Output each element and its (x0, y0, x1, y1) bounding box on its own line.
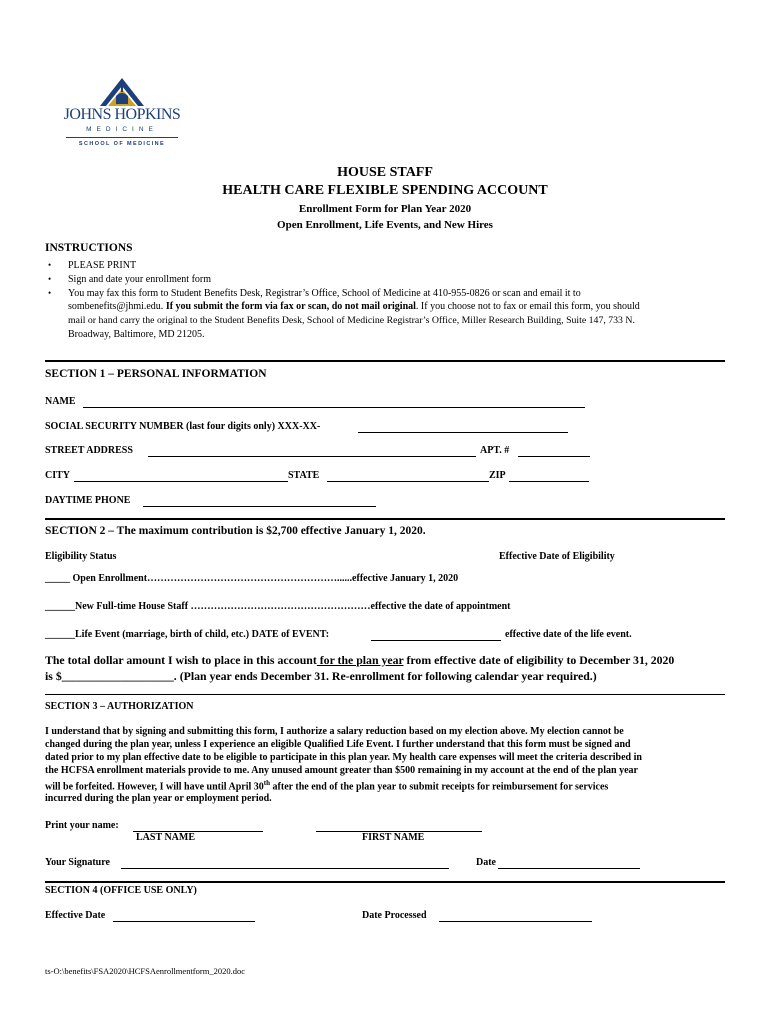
logo-subline: MEDICINE (86, 126, 158, 133)
open-enrollment-checkbox[interactable]: _____ (45, 573, 70, 584)
instruction-item-3-line-2 (68, 300, 640, 313)
date-processed-field[interactable] (439, 921, 592, 922)
authorization-line-4: the HCFSA enrollment materials provide to me. Any unused amount greater than $500 remaining in my account at the end of the plan year (45, 765, 638, 776)
state-label: STATE (288, 470, 320, 481)
zip-label: ZIP (489, 470, 506, 481)
life-event-label: Life Event (marriage, birth of child, etc.) DATE of EVENT: (75, 629, 330, 640)
authorization-line-6: incurred during the plan year or employment period. (45, 793, 272, 804)
logo-school: SCHOOL OF MEDICINE (78, 141, 166, 147)
title-line-1: HOUSE STAFF (337, 165, 433, 180)
section-4-rule (45, 881, 725, 883)
title-line-2: HEALTH CARE FLEXIBLE SPENDING ACCOUNT (222, 183, 548, 198)
instruction-item-2: Sign and date your enrollment form (68, 274, 212, 285)
name-label: NAME (45, 396, 76, 407)
signature-field[interactable] (121, 868, 449, 869)
instruction-item-3-line-1: You may fax this form to Student Benefits Desk, Registrar’s Office, School of Medicine at 410-955-0826 or scan and email it to (68, 288, 581, 299)
ssn-label: SOCIAL SECURITY NUMBER (last four digits only) XXX-XX- (45, 421, 321, 432)
open-enrollment-label: Open Enrollment…………………………………………………......effective January 1, 2020 (70, 573, 459, 584)
plan-year-underlined: for the plan year (316, 653, 404, 667)
section-3-heading: SECTION 3 – AUTHORIZATION (45, 701, 194, 712)
logo-wordmark: JOHNS HOPKINS (63, 106, 181, 123)
bullet-icon: • (48, 274, 52, 284)
new-hire-checkbox[interactable]: ______ (45, 601, 75, 612)
apt-field[interactable] (518, 456, 590, 457)
daytime-phone-label: DAYTIME PHONE (45, 495, 131, 506)
effective-date-label: Effective Date of Eligibility (499, 551, 615, 562)
total-amount-text: The total dollar amount I wish to place in this account (45, 653, 317, 667)
last-name-label: LAST NAME (136, 832, 195, 843)
city-field[interactable] (74, 481, 288, 482)
daytime-phone-field[interactable] (143, 506, 376, 507)
life-event-row (45, 629, 329, 640)
office-effective-date-field[interactable] (113, 921, 255, 922)
total-amount-line-2 (45, 669, 597, 684)
bullet-icon: • (48, 288, 52, 298)
street-address-label: STREET ADDRESS (45, 445, 133, 456)
section-2-heading: SECTION 2 – The maximum contribution is $2,700 effective January 1, 2020. (45, 525, 426, 537)
open-enrollment-row (45, 573, 458, 584)
section-1-heading: SECTION 1 – PERSONAL INFORMATION (45, 368, 267, 380)
section-2-rule (45, 518, 725, 520)
zip-field[interactable] (509, 481, 589, 482)
total-amount-line-1 (45, 653, 674, 668)
superscript-th: th (263, 779, 271, 787)
authorization-line-5-a: will be forfeited. However, I will have until April 30 (45, 781, 264, 793)
instructions-heading: INSTRUCTIONS (45, 242, 133, 254)
email-address: sombenefits@jhmi.edu. (68, 301, 164, 312)
authorization-line-2: changed during the plan year, unless I experience an eligible Qualified Life Event. I further understand that this form must be signed and (45, 739, 631, 750)
date-label: Date (476, 857, 496, 868)
section-3-rule (45, 694, 725, 695)
street-address-field[interactable] (148, 456, 476, 457)
signature-label: Your Signature (45, 857, 110, 868)
instruction-item-3-line-2-rest: . If you choose not to fax or email this form, you should (415, 301, 640, 312)
title-line-4: Open Enrollment, Life Events, and New Hires (277, 219, 493, 231)
authorization-line-5 (45, 779, 608, 792)
date-processed-label: Date Processed (362, 910, 427, 921)
total-amount-text-2: from effective date of eligibility to December 31, 2020 (403, 653, 675, 667)
bullet-icon: • (48, 260, 52, 270)
office-effective-date-label: Effective Date (45, 910, 106, 921)
ssn-field[interactable] (358, 432, 568, 433)
apt-label: APT. # (480, 445, 510, 456)
state-field[interactable] (327, 481, 489, 482)
date-field[interactable] (498, 868, 640, 869)
first-name-label: FIRST NAME (362, 832, 425, 843)
name-field[interactable] (83, 407, 585, 408)
section-1-rule (45, 360, 725, 362)
instruction-item-1: PLEASE PRINT (68, 260, 137, 271)
plan-year-note: . (Plan year ends December 31. Re-enrollment for following calendar year required.) (173, 669, 597, 683)
title-line-3: Enrollment Form for Plan Year 2020 (298, 203, 472, 215)
authorization-line-1: I understand that by signing and submitting this form, I authorize a salary reduction based on my election above. My election cannot be (45, 726, 624, 737)
life-event-date-field[interactable] (371, 640, 501, 641)
authorization-line-3: dated prior to my plan effective date to be eligible to participate in this plan year. My health care expenses will meet the criteria described in (45, 752, 642, 763)
eligibility-status-label: Eligibility Status (45, 551, 117, 562)
new-hire-row (45, 601, 511, 612)
instruction-item-3-line-3: mail or hand carry the original to the Student Benefits Desk, School of Medicine Registrar’s Office, Miller Research Building, Suite 147, 733 N. (68, 315, 635, 326)
city-label: CITY (45, 470, 71, 481)
dollar-prefix: is $ (45, 669, 62, 683)
instruction-item-3-line-4: Broadway, Baltimore, MD 21205. (68, 329, 205, 340)
total-amount-field[interactable]: ___________________ (61, 669, 174, 683)
footer-file-path: ts-O:\benefits\FSA2020\HCFSAenrollmentform_2020.doc (45, 966, 245, 976)
print-name-label: Print your name: (45, 820, 119, 831)
authorization-line-5-b: after the end of the plan year to submit receipts for reimbursement for services (270, 781, 609, 793)
logo-divider (66, 137, 178, 138)
section-4-heading: SECTION 4 (OFFICE USE ONLY) (45, 885, 197, 896)
life-event-effective-label: effective date of the life event. (505, 629, 632, 640)
fax-warning: If you submit the form via fax or scan, do not mail original (165, 301, 416, 312)
life-event-checkbox[interactable]: ______ (45, 629, 75, 640)
new-hire-label: New Full-time House Staff ………………………………………………effective the date of appointment (75, 601, 511, 612)
